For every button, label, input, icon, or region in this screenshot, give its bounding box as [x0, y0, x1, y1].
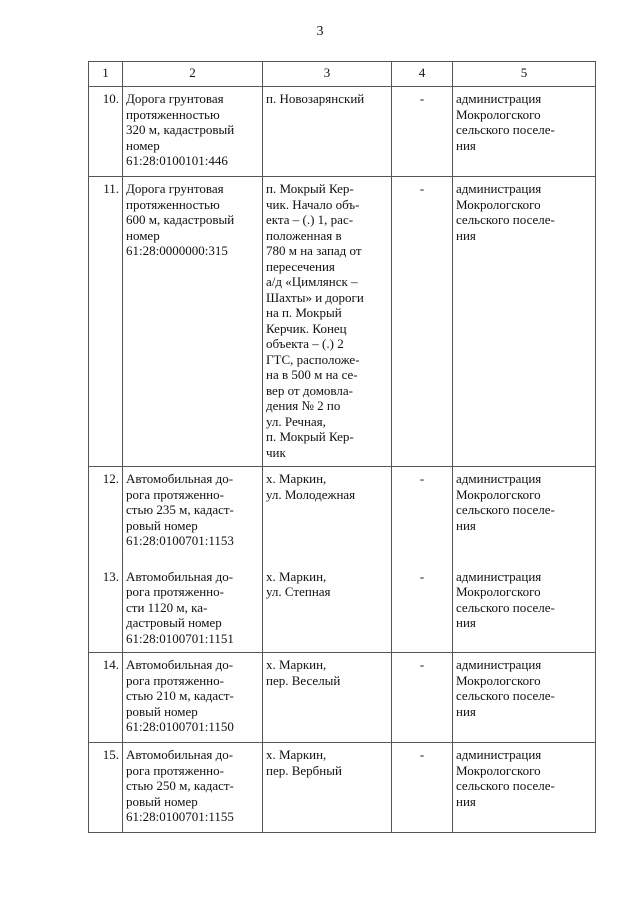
row-number: 15. — [89, 743, 123, 833]
page-number: 3 — [316, 24, 324, 39]
column-4-value: - — [392, 467, 453, 557]
header-cell: 1 — [89, 62, 123, 87]
object-location: х. Маркин, пер. Веселый — [263, 653, 392, 743]
row-number: 14. — [89, 653, 123, 743]
row-number: 12. — [89, 467, 123, 557]
table-row — [89, 467, 596, 557]
row-number: 10. — [89, 87, 123, 177]
column-4-value: - — [392, 87, 453, 177]
object-name: Автомобильная до- рога протяженно- стью 235 м, кадаст- ровый номер 61:28:0100701:1153 — [123, 467, 263, 557]
owner: администрация Мокрологского сельского поселе- ния — [453, 557, 596, 653]
column-4-value: - — [392, 177, 453, 467]
owner: администрация Мокрологского сельского поселе- ния — [453, 467, 596, 557]
object-location: п. Новозарянский — [263, 87, 392, 177]
owner: администрация Мокрологского сельского поселе- ния — [453, 743, 596, 833]
table-row — [89, 653, 596, 743]
object-name: Дорога грунтовая протяженностью 600 м, кадастровый номер 61:28:0000000:315 — [123, 177, 263, 467]
registry-table — [88, 61, 596, 833]
object-name: Автомобильная до- рога протяженно- сти 1120 м, ка- дастровый номер 61:28:0100701:1151 — [123, 557, 263, 653]
column-4-value: - — [392, 743, 453, 833]
column-4-value: - — [392, 557, 453, 653]
table-row — [89, 177, 596, 467]
table-row — [89, 743, 596, 833]
object-name: Автомобильная до- рога протяженно- стью 210 м, кадаст- ровый номер 61:28:0100701:1150 — [123, 653, 263, 743]
header-cell: 3 — [263, 62, 392, 87]
object-location: п. Мокрый Кер- чик. Начало объ- екта – (.) 1, рас- положенная в 780 м на запад от пересечения а/д «Цимлянск – Шахты» и дороги на п. Мокрый Керчик. Конец объекта – (.) 2 ГТС, расположе- на в 500 м на се- вер от домовла- дения № 2 по ул. Речная, п. Мокрый Кер- чик — [263, 177, 392, 467]
object-name: Дорога грунтовая протяженностью 320 м, кадастровый номер 61:28:0100101:446 — [123, 87, 263, 177]
table-header-row — [89, 62, 596, 87]
owner: администрация Мокрологского сельского поселе- ния — [453, 177, 596, 467]
row-number: 13. — [89, 557, 123, 653]
object-location: х. Маркин, пер. Вербный — [263, 743, 392, 833]
table-row — [89, 87, 596, 177]
table-row — [89, 557, 596, 653]
row-number: 11. — [89, 177, 123, 467]
object-name: Автомобильная до- рога протяженно- стью 250 м, кадаст- ровый номер 61:28:0100701:1155 — [123, 743, 263, 833]
header-cell: 5 — [453, 62, 596, 87]
header-cell: 4 — [392, 62, 453, 87]
owner: администрация Мокрологского сельского поселе- ния — [453, 653, 596, 743]
object-location: х. Маркин, ул. Степная — [263, 557, 392, 653]
column-4-value: - — [392, 653, 453, 743]
owner: администрация Мокрологского сельского поселе- ния — [453, 87, 596, 177]
header-cell: 2 — [123, 62, 263, 87]
object-location: х. Маркин, ул. Молодежная — [263, 467, 392, 557]
